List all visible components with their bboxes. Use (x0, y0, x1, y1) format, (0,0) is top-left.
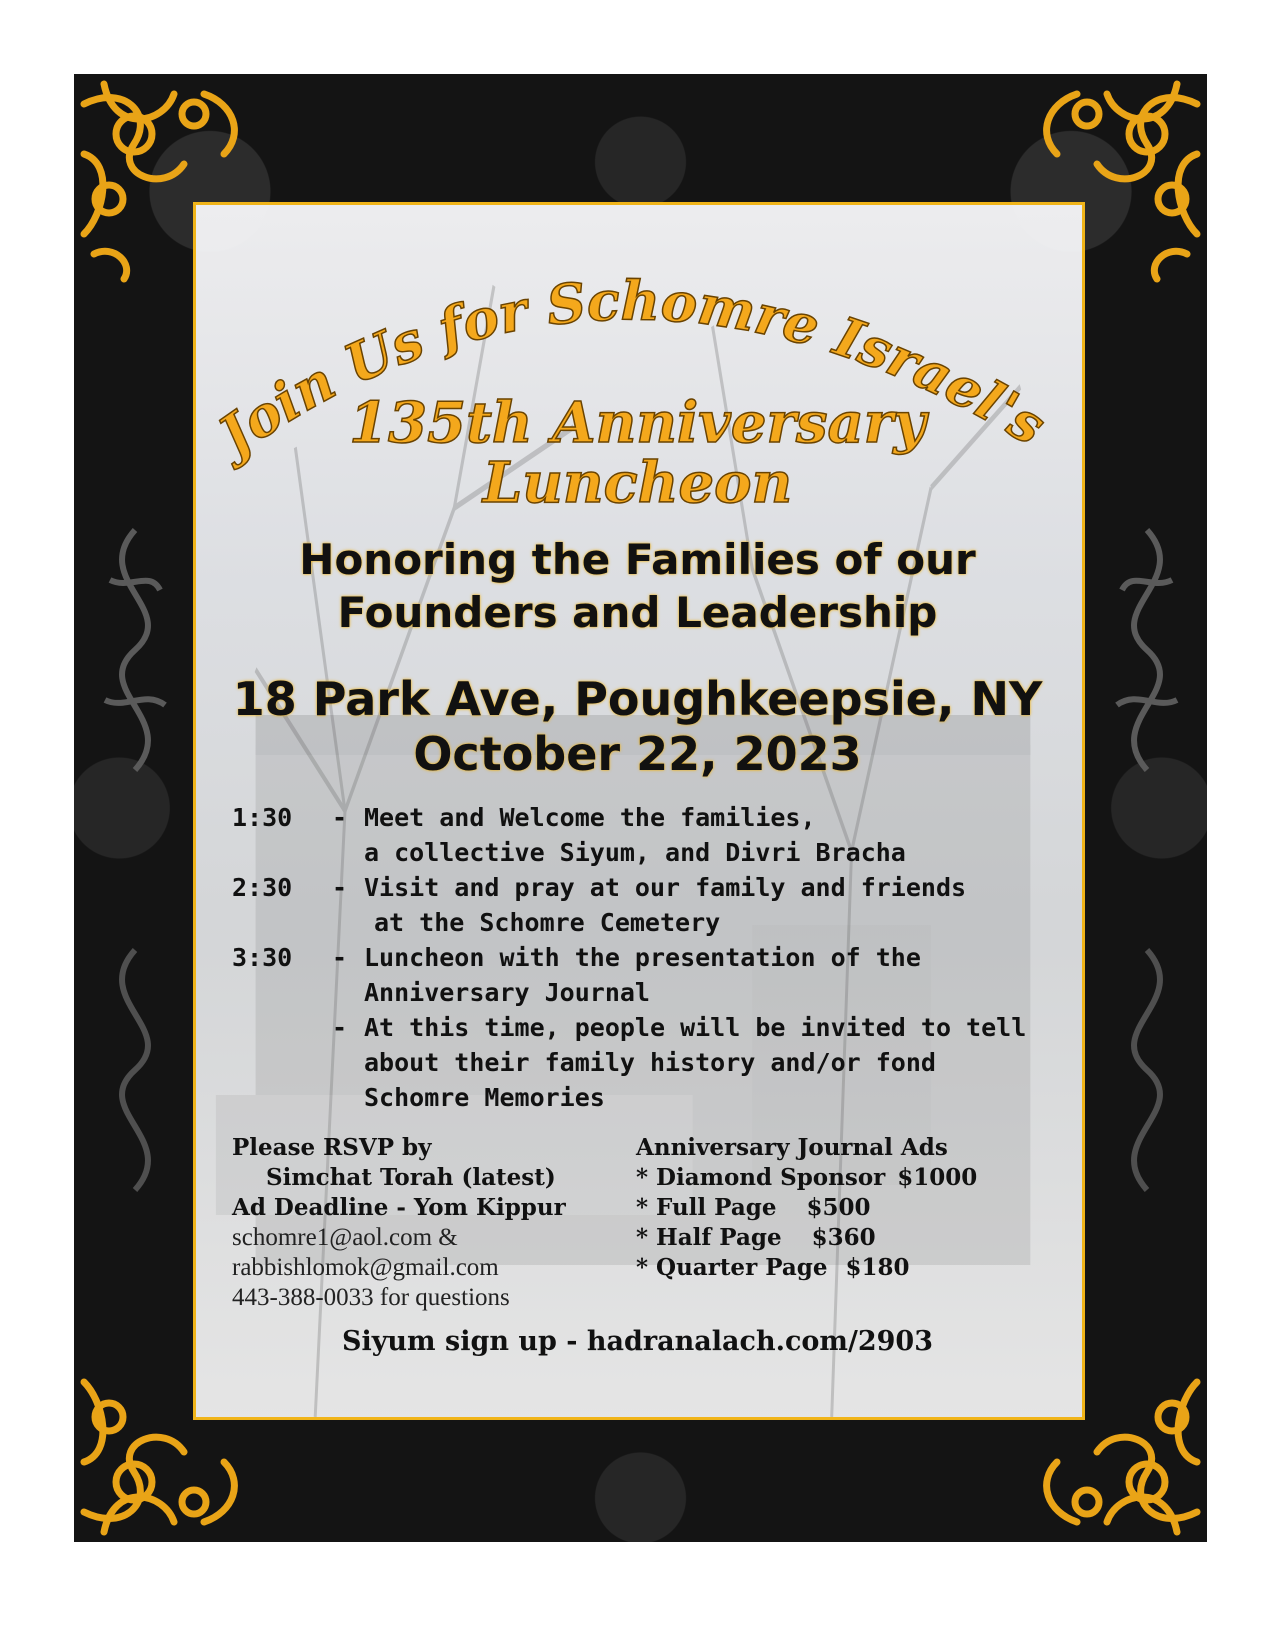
ad-price: $500 (806, 1194, 871, 1221)
schedule-subitem (232, 1010, 1052, 1045)
ad-label: * Diamond Sponsor (636, 1164, 886, 1191)
ad-label: * Full Page (636, 1194, 777, 1221)
rsvp-section (232, 1133, 602, 1313)
schedule-text: Luncheon with the presentation of the (364, 943, 921, 972)
schedule-dash: - (332, 943, 348, 972)
schedule-time: 3:30 (232, 943, 293, 972)
ad-price: $1000 (897, 1164, 978, 1191)
ad-price: $180 (845, 1254, 910, 1281)
title-luncheon: Luncheon (482, 450, 793, 516)
schedule-text: Anniversary Journal (364, 978, 650, 1007)
contact-phone[interactable]: 443-388-0033 for questions (232, 1284, 510, 1311)
schedule-text: At this time, people will be invited to tell (364, 1013, 1027, 1042)
honoring-line-1: Honoring the Families of our (299, 535, 976, 584)
schedule-time: 2:30 (232, 873, 293, 902)
ad-label: * Half Page (636, 1224, 782, 1251)
schedule-time: 1:30 (232, 803, 293, 832)
schedule-item (232, 870, 1052, 905)
contact-email-1[interactable]: schomre1@aol.com & (232, 1224, 458, 1251)
rsvp-deadline: Simchat Torah (latest) (266, 1164, 556, 1191)
journal-ads-section (636, 1133, 1056, 1283)
journal-ad-item (636, 1223, 1056, 1253)
schedule-text: Visit and pray at our family and friends (364, 873, 967, 902)
schedule-dash: - (332, 1013, 348, 1042)
schedule-item (232, 800, 1052, 835)
schedule (232, 800, 1052, 1115)
ad-label: * Quarter Page (636, 1254, 828, 1281)
event-address: 18 Park Ave, Poughkeepsie, NY (232, 672, 1043, 726)
ad-price: $360 (811, 1224, 876, 1251)
ad-deadline: Ad Deadline - Yom Kippur (232, 1194, 566, 1221)
schedule-dash: - (332, 803, 348, 832)
schedule-dash: - (332, 873, 348, 902)
journal-ad-item (636, 1193, 1056, 1223)
schedule-item (232, 940, 1052, 975)
side-scroll-ornament-icon (80, 940, 190, 1200)
contact-email-2[interactable]: rabbishlomok@gmail.com (232, 1254, 499, 1281)
schedule-text: Meet and Welcome the families, (364, 803, 816, 832)
rsvp-label: Please RSVP by (232, 1134, 432, 1161)
schedule-text: Schomre Memories (364, 1083, 605, 1112)
schedule-text: at the Schomre Cemetery (374, 908, 721, 937)
schedule-text: a collective Siyum, and Divri Bracha (364, 838, 906, 867)
journal-ad-item (636, 1163, 1056, 1193)
schedule-text: about their family history and/or fond (364, 1048, 936, 1077)
event-date: October 22, 2023 (413, 727, 862, 781)
journal-ad-item (636, 1253, 1056, 1283)
honoring-line-2: Founders and Leadership (337, 588, 938, 637)
title-anniversary: 135th Anniversary (349, 390, 926, 456)
siyum-signup-link[interactable]: Siyum sign up - hadranalach.com/2903 (341, 1326, 934, 1357)
side-scroll-ornament-icon (1092, 940, 1202, 1200)
title-arc-text: Join Us for Schomre Israel's (206, 268, 1057, 468)
journal-ads-title: Anniversary Journal Ads (636, 1134, 948, 1161)
